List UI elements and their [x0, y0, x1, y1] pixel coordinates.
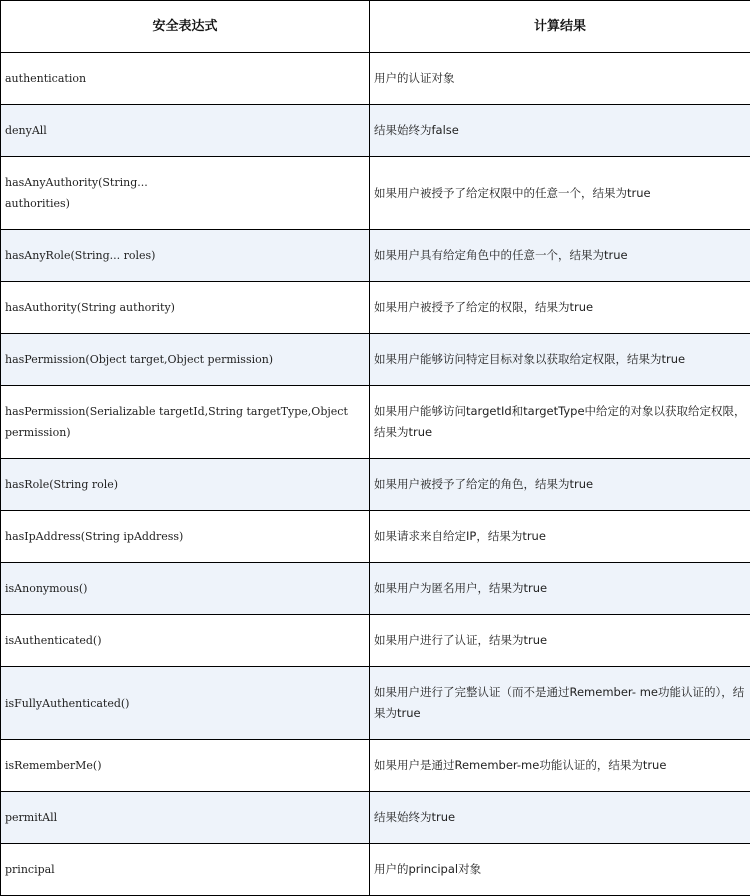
- expression-cell: hasAuthority(String authority): [1, 282, 370, 334]
- result-cell: 结果始终为true: [370, 792, 750, 844]
- expression-cell: hasPermission(Object target,Object permission): [1, 334, 370, 386]
- result-cell: 用户的principal对象: [370, 844, 750, 896]
- result-cell: 如果用户是通过Remember-me功能认证的，结果为true: [370, 740, 750, 792]
- table-row: [1, 105, 750, 157]
- expression-cell: hasAnyRole(String... roles): [1, 230, 370, 282]
- expression-cell: permitAll: [1, 792, 370, 844]
- expression-text: hasAnyAuthority(String... authorities): [5, 176, 148, 210]
- header-expression: 安全表达式: [1, 1, 370, 53]
- expression-cell: hasPermission(Serializable targetId,String targetType,Object permission): [1, 386, 370, 459]
- expression-cell: isAuthenticated(): [1, 615, 370, 667]
- expression-cell: isRememberMe(): [1, 740, 370, 792]
- table-row: [1, 792, 750, 844]
- table-row: [1, 53, 750, 105]
- table-row: [1, 511, 750, 563]
- table-row: [1, 386, 750, 459]
- table-header-row: [1, 1, 750, 53]
- table-row: [1, 230, 750, 282]
- table-row: [1, 282, 750, 334]
- result-cell: 如果用户进行了认证，结果为true: [370, 615, 750, 667]
- expression-cell: isFullyAuthenticated(): [1, 667, 370, 740]
- table-row: [1, 157, 750, 230]
- result-cell: 如果用户被授予了给定的权限，结果为true: [370, 282, 750, 334]
- expression-cell: authentication: [1, 53, 370, 105]
- table-row: [1, 334, 750, 386]
- expression-cell: hasIpAddress(String ipAddress): [1, 511, 370, 563]
- header-result: 计算结果: [370, 1, 750, 53]
- expression-cell: principal: [1, 844, 370, 896]
- result-cell: 如果用户进行了完整认证（而不是通过Remember- me功能认证的），结果为true: [370, 667, 750, 740]
- table-row: [1, 844, 750, 896]
- table-row: [1, 667, 750, 740]
- result-cell: 如果请求来自给定IP，结果为true: [370, 511, 750, 563]
- result-cell: 如果用户为匿名用户，结果为true: [370, 563, 750, 615]
- table-row: [1, 615, 750, 667]
- result-cell: 如果用户能够访问特定目标对象以获取给定权限，结果为true: [370, 334, 750, 386]
- result-cell: 如果用户被授予了给定的角色，结果为true: [370, 459, 750, 511]
- result-cell: 如果用户被授予了给定权限中的任意一个，结果为true: [370, 157, 750, 230]
- result-cell: 用户的认证对象: [370, 53, 750, 105]
- table-row: [1, 563, 750, 615]
- expression-cell: denyAll: [1, 105, 370, 157]
- expression-cell: isAnonymous(): [1, 563, 370, 615]
- expression-cell: hasRole(String role): [1, 459, 370, 511]
- expression-cell: [1, 157, 370, 230]
- result-cell: 如果用户能够访问targetId和targetType中给定的对象以获取给定权限，结果为true: [370, 386, 750, 459]
- result-cell: 结果始终为false: [370, 105, 750, 157]
- table-row: [1, 740, 750, 792]
- table-row: [1, 459, 750, 511]
- result-cell: 如果用户具有给定角色中的任意一个，结果为true: [370, 230, 750, 282]
